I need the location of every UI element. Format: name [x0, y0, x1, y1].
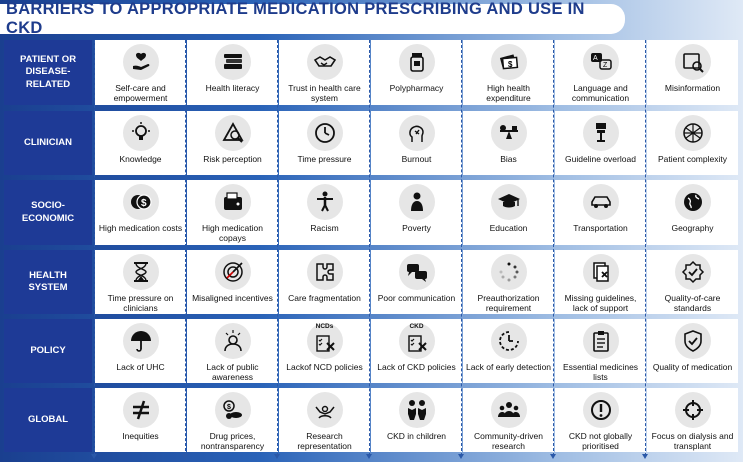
barrier-caption: Lack of UHC	[116, 362, 165, 372]
barrier-caption: Geography	[671, 223, 714, 233]
barrier-cell	[463, 319, 554, 383]
barrier-caption: Missing guidelines, lack of support	[564, 293, 637, 313]
coins-icon-glyph	[129, 190, 153, 214]
barrier-caption: Research representation	[297, 431, 352, 451]
barrier-cell	[463, 180, 554, 245]
money-icon-glyph	[497, 50, 521, 74]
barrier-row	[0, 40, 743, 105]
barrier-caption: Burnout	[401, 154, 432, 164]
burnout-icon	[399, 115, 435, 151]
overload-icon-glyph	[589, 121, 613, 145]
barrier-caption: Racism	[310, 223, 339, 233]
misinformation-icon-glyph	[681, 50, 705, 74]
wallet-icon	[215, 184, 251, 220]
barrier-caption: Poor communication	[377, 293, 456, 303]
children-icon	[399, 392, 435, 428]
clipboard-icon	[583, 323, 619, 359]
barrier-caption: Community-driven research	[474, 431, 543, 451]
hourglass-icon-glyph	[129, 260, 153, 284]
balance-icon	[491, 115, 527, 151]
barrier-caption: CKD not globally prioritised	[568, 431, 633, 451]
barrier-cell	[371, 180, 462, 245]
books-icon	[215, 44, 251, 80]
pill-bottle-icon	[399, 44, 435, 80]
loading-icon	[491, 254, 527, 290]
barrier-caption: Transportation	[573, 223, 628, 233]
network-icon	[675, 115, 711, 151]
column-arrow	[366, 454, 372, 459]
page-title: BARRIERS TO APPROPRIATE MEDICATION PRESCRIBING AND USE IN CKD	[6, 0, 585, 37]
barrier-caption: Patient complexity	[658, 154, 727, 164]
icon-badge-label: CKD	[409, 322, 424, 330]
icon-badge-label: NCDs	[315, 322, 334, 330]
barrier-cell	[371, 111, 462, 175]
barrier-caption: Care fragmentation	[288, 293, 361, 303]
person-idea-icon-glyph	[221, 329, 245, 353]
risk-icon	[215, 115, 251, 151]
barrier-cell	[187, 40, 278, 105]
not-equal-icon	[123, 392, 159, 428]
barrier-cell	[279, 40, 370, 105]
barrier-caption: Polypharmacy	[389, 83, 444, 93]
balance-icon-glyph	[497, 121, 521, 145]
documents-icon-glyph	[589, 260, 613, 284]
column-divider	[185, 40, 186, 456]
clipboard-icon-glyph	[589, 329, 613, 353]
globe-icon	[675, 184, 711, 220]
puzzle-icon-glyph	[313, 260, 337, 284]
ckd-checklist-icon	[399, 323, 435, 359]
target-icon	[215, 254, 251, 290]
puzzle-icon	[307, 254, 343, 290]
documents-icon	[583, 254, 619, 290]
barrier-cell	[279, 180, 370, 245]
network-icon-glyph	[681, 121, 705, 145]
graduation-cap-icon-glyph	[497, 190, 521, 214]
dollar-pills-icon	[215, 392, 251, 428]
barrier-row	[0, 250, 743, 314]
barrier-caption: Preauthorization requirement	[477, 293, 540, 313]
barrier-caption: Drug prices, nontransparency	[200, 431, 265, 451]
barrier-caption: Time pressure	[297, 154, 352, 164]
barrier-cell	[187, 111, 278, 175]
row-label: GLOBAL	[4, 388, 92, 452]
person-idea-icon	[215, 323, 251, 359]
barrier-caption: CKD in children	[386, 431, 447, 441]
target-icon-glyph	[221, 260, 245, 284]
shield-check-icon	[675, 323, 711, 359]
svg-text:Z: Z	[602, 62, 607, 69]
alert-icon-glyph	[589, 398, 613, 422]
barrier-cell	[463, 250, 554, 314]
barrier-caption: Lackof NCD policies	[286, 362, 363, 372]
globe-icon-glyph	[681, 190, 705, 214]
barrier-cell	[647, 40, 738, 105]
barrier-caption: Language and communication	[571, 83, 630, 103]
barrier-cell	[371, 319, 462, 383]
crosshair-icon-glyph	[681, 398, 705, 422]
clock-icon	[307, 115, 343, 151]
community-icon-glyph	[497, 398, 521, 422]
barrier-cell	[463, 40, 554, 105]
barrier-caption: Poverty	[402, 223, 431, 233]
burnout-icon-glyph	[405, 121, 429, 145]
barrier-cell	[555, 40, 646, 105]
barrier-caption: Risk perception	[203, 154, 262, 164]
ncd-checklist-icon	[307, 323, 343, 359]
people-hands-icon	[307, 392, 343, 428]
barrier-caption: Misinformation	[664, 83, 721, 93]
quality-badge-icon-glyph	[681, 260, 705, 284]
barrier-cell	[95, 388, 186, 452]
barrier-cell	[95, 319, 186, 383]
quality-badge-icon	[675, 254, 711, 290]
column-arrow	[91, 454, 97, 459]
barrier-cell	[95, 40, 186, 105]
column-divider	[369, 40, 370, 456]
handshake-icon-glyph	[313, 50, 337, 74]
overload-icon	[583, 115, 619, 151]
barrier-caption: High health expenditure	[486, 83, 531, 103]
barrier-cell	[279, 250, 370, 314]
alert-icon	[583, 392, 619, 428]
column-divider	[94, 40, 95, 456]
not-equal-icon-glyph	[129, 398, 153, 422]
column-divider	[645, 40, 646, 456]
language-icon-glyph	[589, 50, 613, 74]
barrier-caption: Knowledge	[119, 154, 162, 164]
ckd-checklist-icon-glyph	[405, 329, 429, 353]
racism-icon-glyph	[313, 190, 337, 214]
barrier-cell	[647, 180, 738, 245]
lightbulb-icon	[123, 115, 159, 151]
ncd-checklist-icon-glyph	[313, 329, 337, 353]
barrier-cell	[187, 180, 278, 245]
barrier-cell	[371, 388, 462, 452]
hourglass-icon	[123, 254, 159, 290]
chat-icon-glyph	[405, 260, 429, 284]
detection-clock-icon	[491, 323, 527, 359]
hand-heart-icon	[123, 44, 159, 80]
title-bar	[0, 0, 625, 37]
barrier-cell	[463, 111, 554, 175]
books-icon-glyph	[221, 50, 245, 74]
row-label: CLINICIAN	[4, 111, 92, 175]
crosshair-icon	[675, 392, 711, 428]
column-divider	[553, 40, 554, 456]
barrier-cell	[555, 250, 646, 314]
barrier-cell	[95, 180, 186, 245]
barrier-cell	[95, 111, 186, 175]
svg-text:A: A	[592, 55, 598, 62]
barrier-caption: Focus on dialysis and transplant	[651, 431, 734, 451]
detection-clock-icon-glyph	[497, 329, 521, 353]
barrier-caption: Bias	[500, 154, 517, 164]
barrier-caption: High medication copays	[202, 223, 263, 243]
barrier-caption: High medication costs	[98, 223, 183, 233]
barrier-caption: Misaligned incentives	[192, 293, 273, 303]
chat-icon	[399, 254, 435, 290]
hand-heart-icon-glyph	[129, 50, 153, 74]
barrier-caption: Lack of CKD policies	[377, 362, 456, 372]
svg-text:$: $	[140, 198, 147, 209]
wallet-icon-glyph	[221, 190, 245, 214]
graduation-cap-icon	[491, 184, 527, 220]
barrier-caption: Guideline overload	[565, 154, 636, 164]
barrier-cell	[555, 388, 646, 452]
barrier-cell	[279, 388, 370, 452]
barrier-caption: Quality of medication	[652, 362, 733, 372]
car-icon-glyph	[589, 190, 613, 214]
barrier-cell	[187, 250, 278, 314]
barrier-caption: Lack of public awareness	[206, 362, 259, 382]
barrier-row	[0, 180, 743, 245]
barrier-row	[0, 111, 743, 175]
language-icon	[583, 44, 619, 80]
barrier-row	[0, 388, 743, 452]
row-label: SOCIO- ECONOMIC	[4, 180, 92, 245]
barrier-caption: Quality-of-care standards	[664, 293, 721, 313]
svg-text:$: $	[507, 60, 512, 69]
barrier-cell	[555, 111, 646, 175]
column-arrow	[550, 454, 556, 459]
barrier-cell	[279, 111, 370, 175]
clock-icon-glyph	[313, 121, 337, 145]
coins-icon	[123, 184, 159, 220]
barrier-caption: Trust in health care system	[288, 83, 361, 103]
column-divider	[277, 40, 278, 456]
column-divider	[461, 40, 462, 456]
barriers-grid	[0, 40, 743, 458]
community-icon	[491, 392, 527, 428]
misinformation-icon	[675, 44, 711, 80]
column-arrow	[642, 454, 648, 459]
barrier-cell	[187, 388, 278, 452]
barrier-cell	[555, 180, 646, 245]
barrier-caption: Inequities	[122, 431, 159, 441]
barrier-row	[0, 319, 743, 383]
row-label: POLICY	[4, 319, 92, 383]
barrier-cell	[647, 388, 738, 452]
loading-icon-glyph	[497, 260, 521, 284]
barrier-cell	[187, 319, 278, 383]
money-icon	[491, 44, 527, 80]
barrier-cell	[95, 250, 186, 314]
row-label: PATIENT OR DISEASE- RELATED	[4, 40, 92, 105]
barrier-cell	[647, 250, 738, 314]
barrier-caption: Education	[489, 223, 528, 233]
barrier-cell	[647, 319, 738, 383]
column-arrow	[274, 454, 280, 459]
barrier-caption: Time pressure on clinicians	[107, 293, 174, 313]
umbrella-icon	[123, 323, 159, 359]
barrier-cell	[371, 40, 462, 105]
svg-text:$: $	[226, 404, 231, 411]
column-arrow	[182, 454, 188, 459]
barrier-cell	[463, 388, 554, 452]
barrier-cell	[279, 319, 370, 383]
poverty-icon	[399, 184, 435, 220]
dollar-pills-icon-glyph	[221, 398, 245, 422]
risk-icon-glyph	[221, 121, 245, 145]
lightbulb-icon-glyph	[129, 121, 153, 145]
people-hands-icon-glyph	[313, 398, 337, 422]
children-icon-glyph	[405, 398, 429, 422]
barrier-cell	[371, 250, 462, 314]
shield-check-icon-glyph	[681, 329, 705, 353]
umbrella-icon-glyph	[129, 329, 153, 353]
barrier-caption: Lack of early detection	[465, 362, 552, 372]
barrier-cell	[647, 111, 738, 175]
handshake-icon	[307, 44, 343, 80]
barrier-caption: Essential medicines lists	[562, 362, 639, 382]
barrier-caption: Health literacy	[205, 83, 260, 93]
barrier-cell	[555, 319, 646, 383]
poverty-icon-glyph	[405, 190, 429, 214]
car-icon	[583, 184, 619, 220]
racism-icon	[307, 184, 343, 220]
column-arrow	[458, 454, 464, 459]
row-label: HEALTH SYSTEM	[4, 250, 92, 314]
pill-bottle-icon-glyph	[405, 50, 429, 74]
barrier-caption: Self-care and empowerment	[113, 83, 168, 103]
